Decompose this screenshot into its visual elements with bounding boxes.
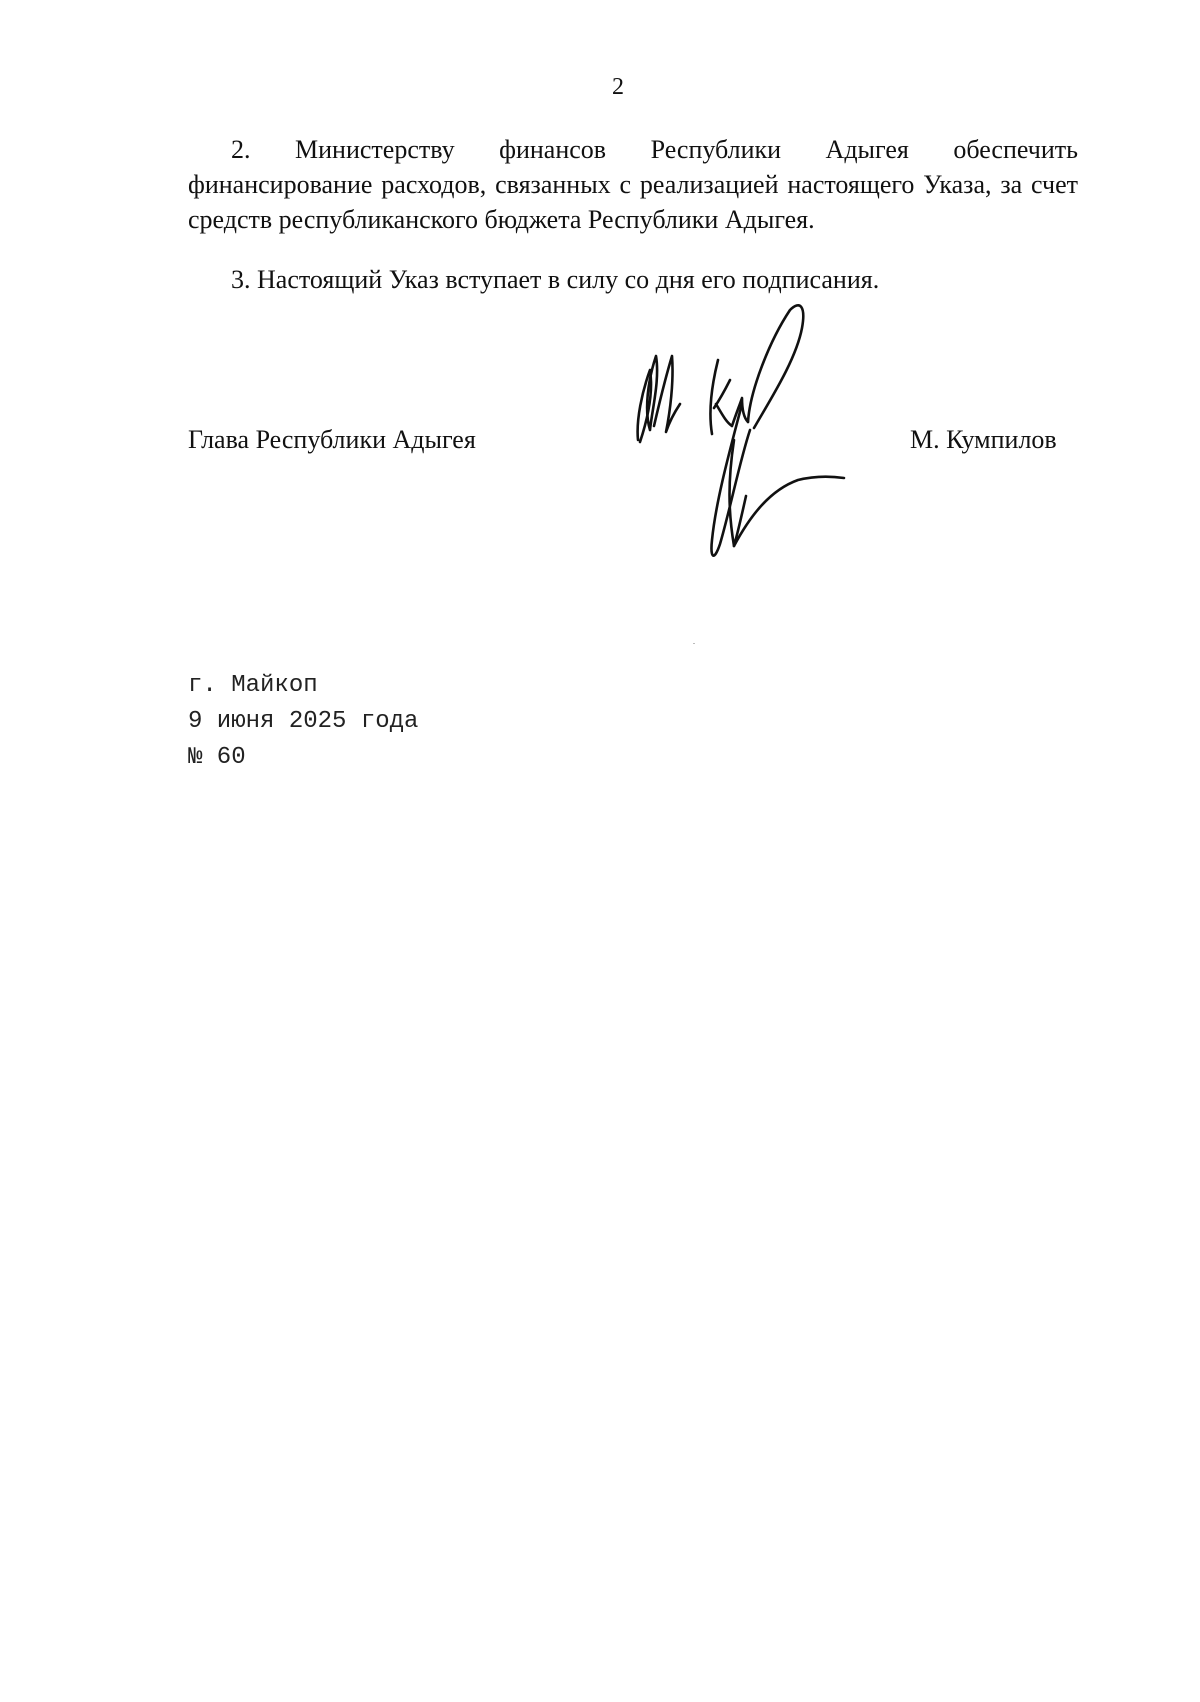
handwritten-signature-icon: [630, 300, 870, 610]
footer-city: г. Майкоп: [188, 672, 318, 699]
footer-number: № 60: [188, 744, 246, 771]
paragraph-3: 3. Настоящий Указ вступает в силу со дня его подписания.: [231, 265, 880, 294]
page-number: 2: [612, 74, 624, 100]
paragraph-2: 2. Министерству финансов Республики Адыгея обеспечить финансирование расходов, связанных с реализацией настоящего Указа, за счет средств республиканского бюджета Республики Адыгея.: [188, 135, 1078, 234]
signatory-title: Глава Республики Адыгея: [188, 425, 476, 454]
document-footer: [188, 668, 418, 776]
signatory-name: М. Кумпилов: [910, 425, 1057, 454]
scan-speck: [693, 643, 695, 644]
footer-date: 9 июня 2025 года: [188, 708, 419, 735]
